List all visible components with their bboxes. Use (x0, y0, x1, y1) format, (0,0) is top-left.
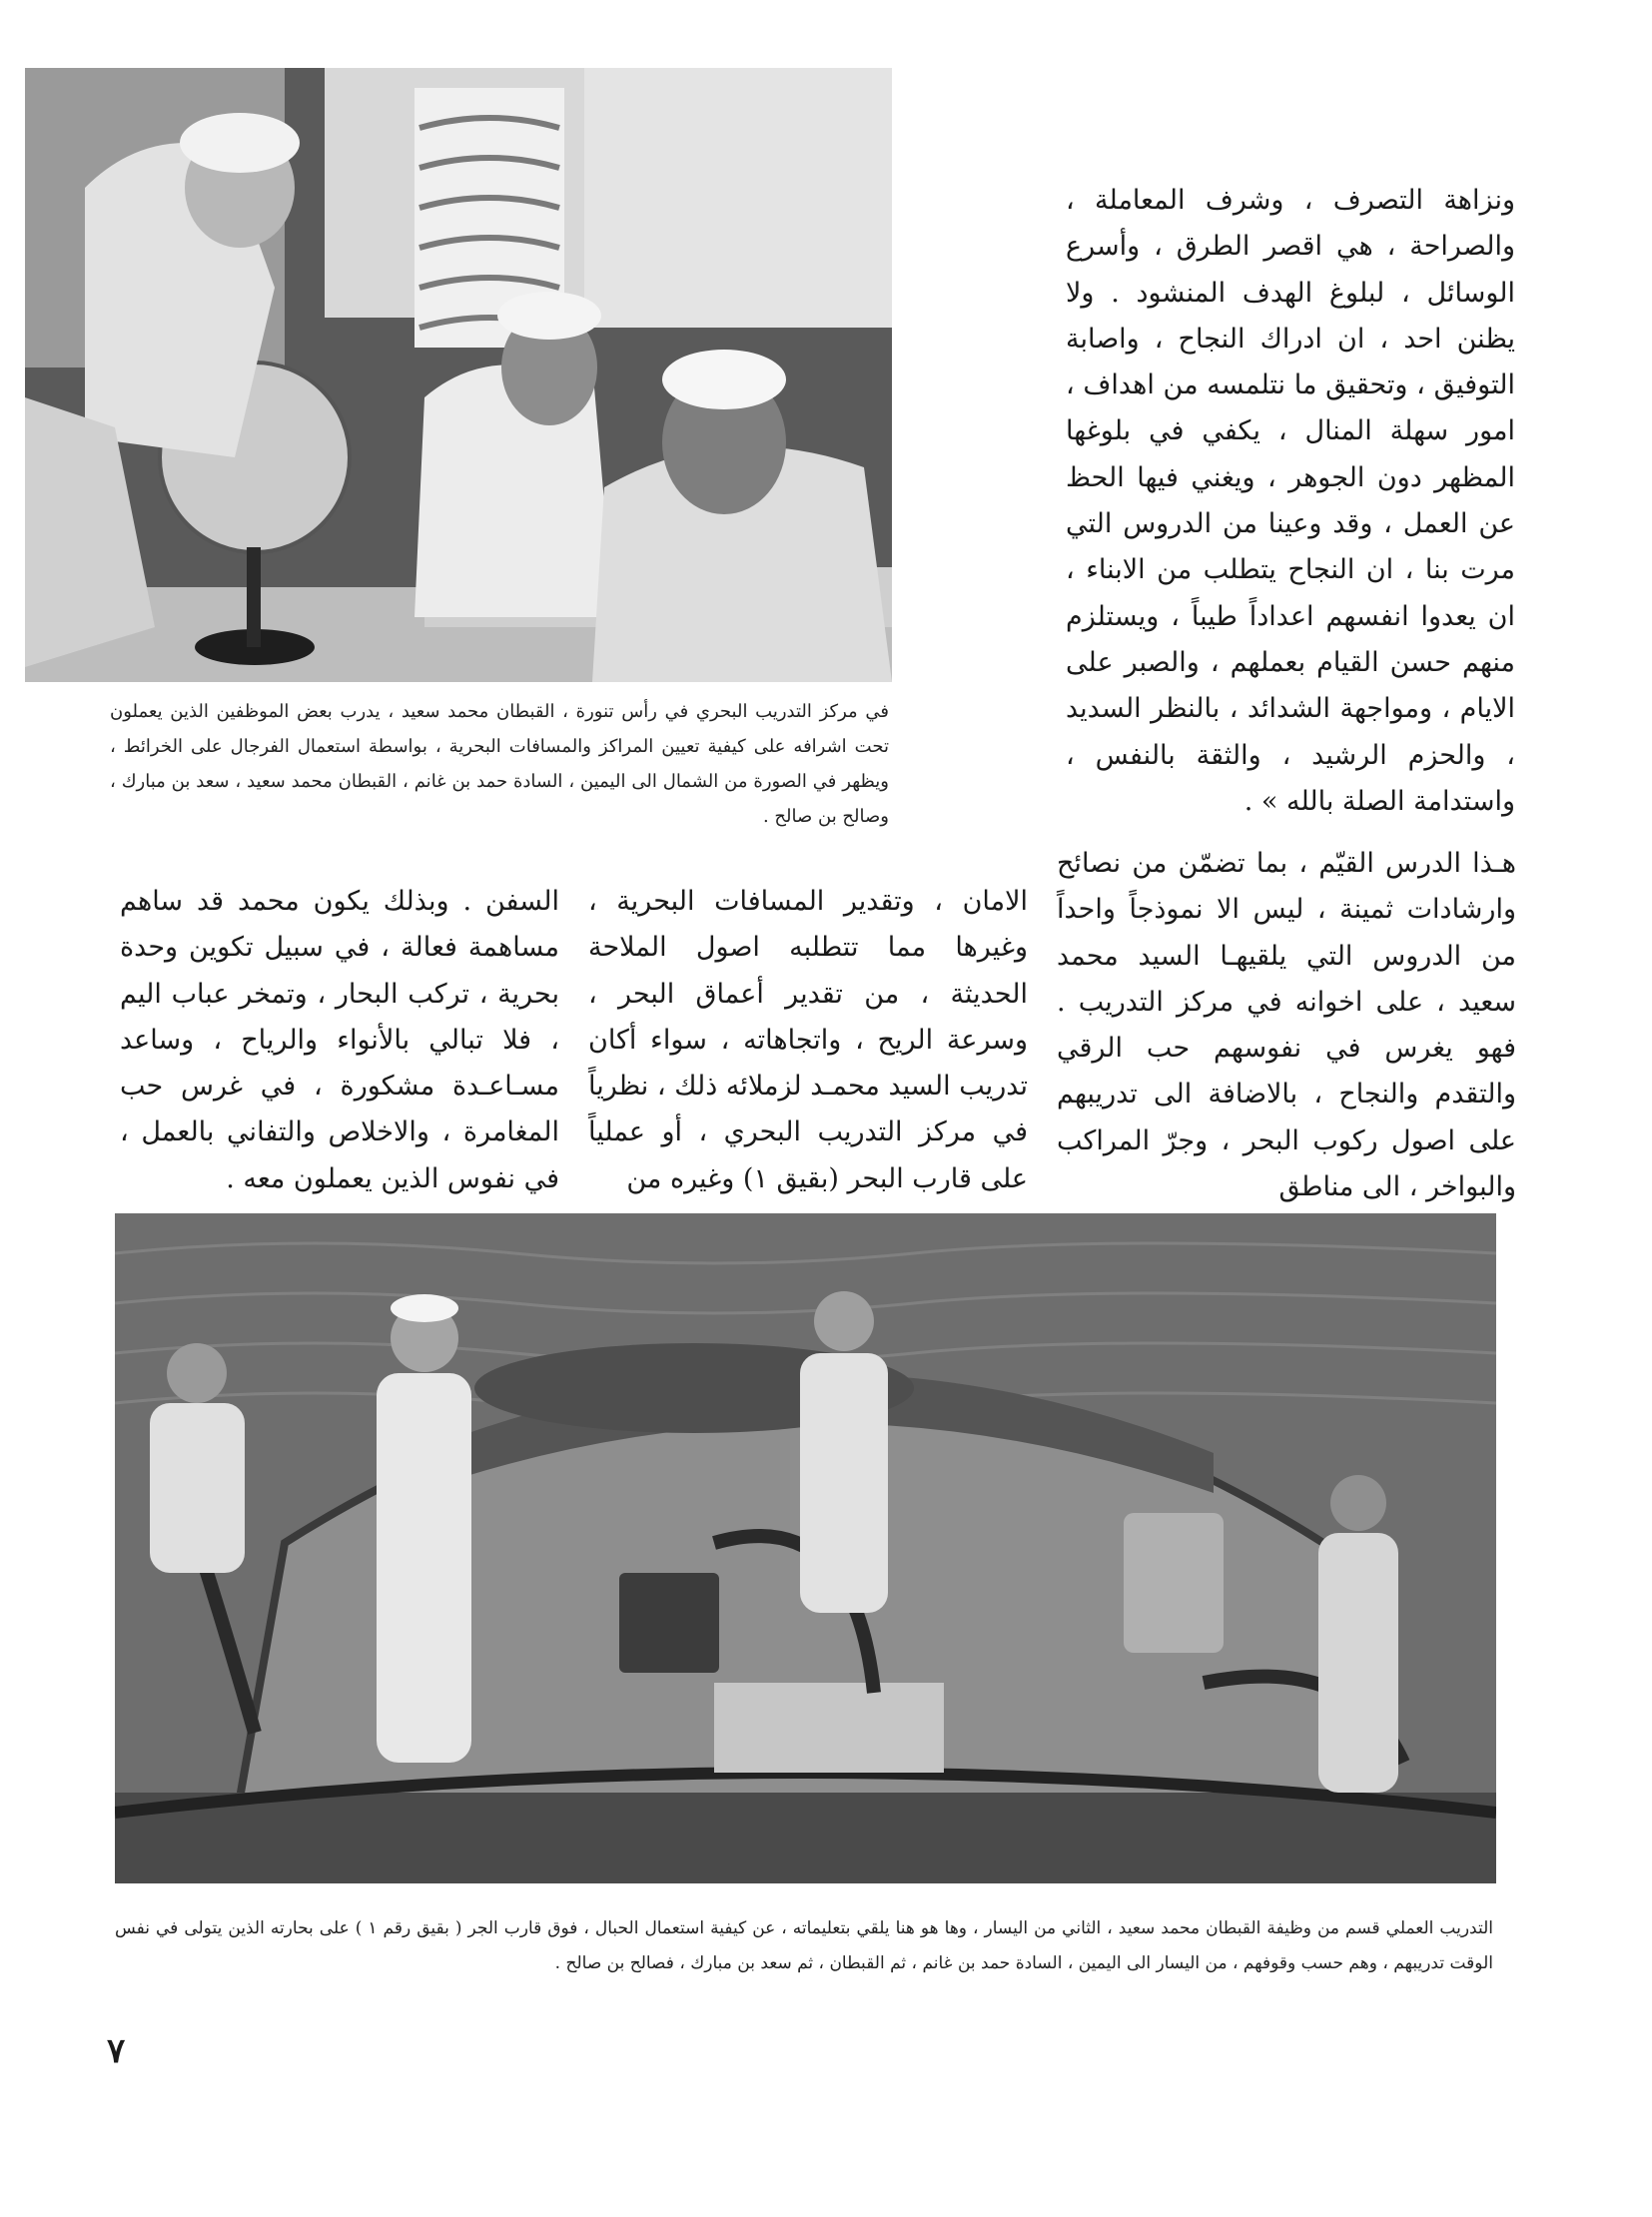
article-column-lead: هـذا الدرس القيّم ، بما تضمّن من نصائح وارشادات ثمينة ، ليس الا نموذجاً واحداً من الدروس التي يلقيهـا السيد محمد سعيد ، على اخوانه في مركز التدريب . فهو يغرس في نفوسهم حب الرقي والتقدم والنجاح ، بالاضافة الى تدريبهم على اصول ركوب البحر ، وجرّ المراكب والبواخر ، الى مناطق (1057, 848, 1516, 1203)
top-photo-caption: في مركز التدريب البحري في رأس تنورة ، القبطان محمد سعيد ، يدرب بعض الموظفين الذين يعملون تحت اشرافه على كيفية تعيين المراكز والمسافات البحرية ، بواسطة استعمال الفرجال على الخرائط ، ويظهر في الصورة من الشمال الى اليمين ، السادة حمد بن غانم ، القبطان محمد سعيد ، سعد بن مبارك ، وصالح بن صالح . (110, 701, 889, 827)
article-column-top-right: ونزاهة التصرف ، وشرف المعاملة ، والصراحة ، هي اقصر الطرق ، وأسرع الوسائل ، لبلوغ الهدف المنشود . ولا يظنن احد ، ان ادراك النجاح ، واصابة التوفيق ، وتحقيق ما نتلمسه من اهداف ، امور سهلة المنال ، يكفي في بلوغها المظهر دون الجوهر ، ويغني فيها الحظ عن العمل ، وقد وعينا من الدروس التي مرت بنا ، ان النجاح يتطلب من الابناء ، ان يعدوا انفسهم اعداداً طيباً ، ويستلزم منهم حسن القيام بعملهم ، والصبر على الايام ، ومواجهة الشدائد ، بالنظر السديد ، والحزم الرشيد ، والثقة بالنفس ، واستدامة الصلة بالله » . (1066, 185, 1515, 817)
article-column-left: السفن . وبذلك يكون محمد قد ساهم مساهمة فعالة ، في سبيل تكوين وحدة بحرية ، تركب البحار ، وتمخر عباب اليم ، فلا تبالي بالأنواء والرياح ، وساعد مسـاعـدة مشكورة ، في غرس حب المغامرة ، والاخلاص والتفاني بالعمل ، في نفوس الذين يعملون معه . (120, 886, 559, 1194)
bottom-photo-caption: التدريب العملي قسم من وظيفة القبطان محمد سعيد ، الثاني من اليسار ، وها هو هنا يلقي بتعليماته ، عن كيفية استعمال الحبال ، فوق قارب الجر ( بقيق رقم ١ ) على بحارته الذين يتولى في نفس الوقت تدريبهم ، وهم حسب وقوفهم ، من اليسار الى اليمين ، السادة حمد بن غانم ، ثم القبطان ، ثم سعد بن مبارك ، فصالح بن صالح . (115, 1918, 1493, 1973)
photo-training-room (25, 68, 892, 682)
tugboat-deck-photo-image (115, 1213, 1496, 1883)
page-number: ٧ (107, 2031, 126, 2071)
training-room-photo-image (25, 68, 892, 682)
article-column-middle: الامان ، وتقدير المسافات البحرية ، وغيرها مما تتطلبه اصول الملاحة الحديثة ، من تقدير أعماق البحر ، وسرعة الريح ، واتجاهاته ، سواء أكان تدريب السيد محمـد لزملائه ذلك ، نظرياً في مركز التدريب البحري ، أو عملياً على قارب البحر (بقيق ١) وغيره من (588, 886, 1028, 1194)
photo-tugboat-deck (115, 1213, 1496, 1883)
